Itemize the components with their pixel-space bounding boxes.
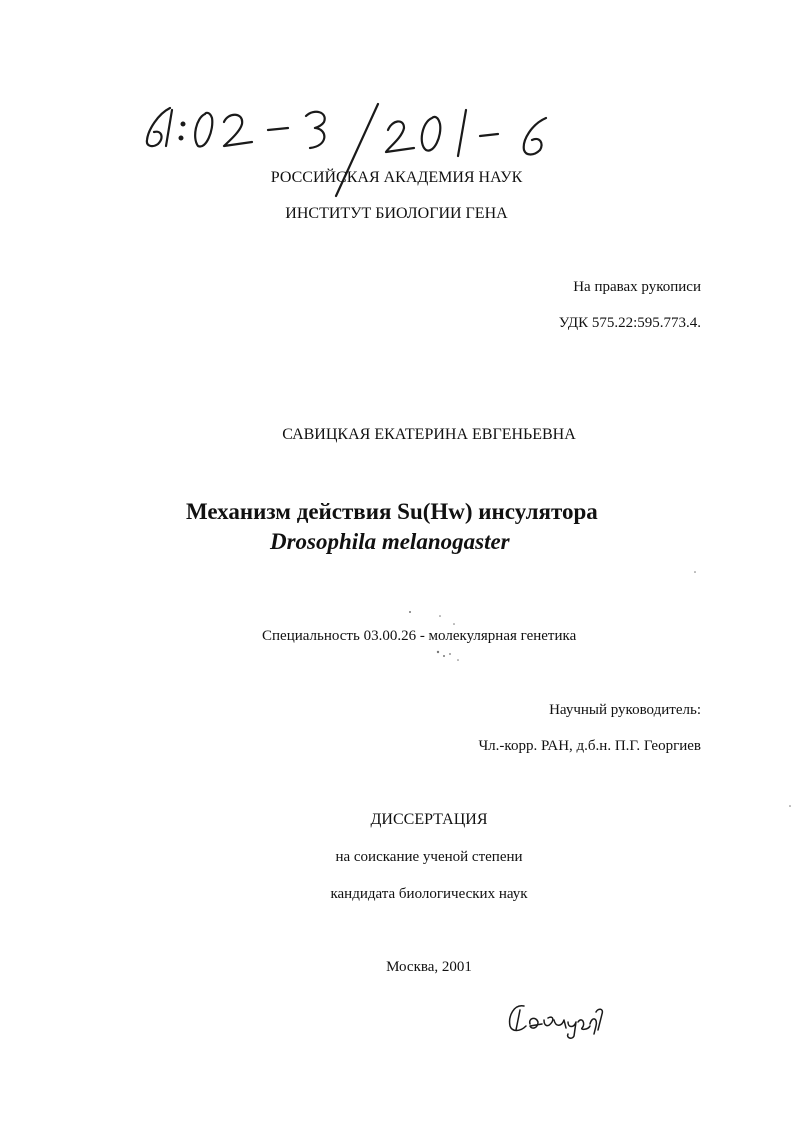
supervisor-name: Чл.-корр. РАН, д.б.н. П.Г. Георгиев [478, 738, 701, 754]
degree-line-1: на соискание ученой степени [335, 849, 523, 865]
document-type: ДИССЕРТАЦИЯ [370, 811, 488, 828]
academy-name: РОССИЙСКАЯ АКАДЕМИЯ НАУК [270, 169, 523, 186]
specialty: Специальность 03.00.26 - молекулярная генетика [262, 628, 577, 644]
udc-code: УДК 575.22:595.773.4. [558, 315, 701, 331]
supervisor-label: Научный руководитель: [549, 702, 701, 718]
institute-name: ИНСТИТУТ БИОЛОГИИ ГЕНА [285, 205, 508, 222]
city-year: Москва, 2001 [386, 959, 472, 975]
degree-line-2: кандидата биологических наук [330, 886, 528, 902]
author-name: САВИЦКАЯ ЕКАТЕРИНА ЕВГЕНЬЕВНА [282, 426, 576, 443]
manuscript-note: На правах рукописи [573, 279, 701, 295]
thesis-title-species: Drosophila melanogaster [270, 529, 510, 554]
thesis-title: Механизм действия Su(Hw) инсулятора [186, 499, 598, 524]
